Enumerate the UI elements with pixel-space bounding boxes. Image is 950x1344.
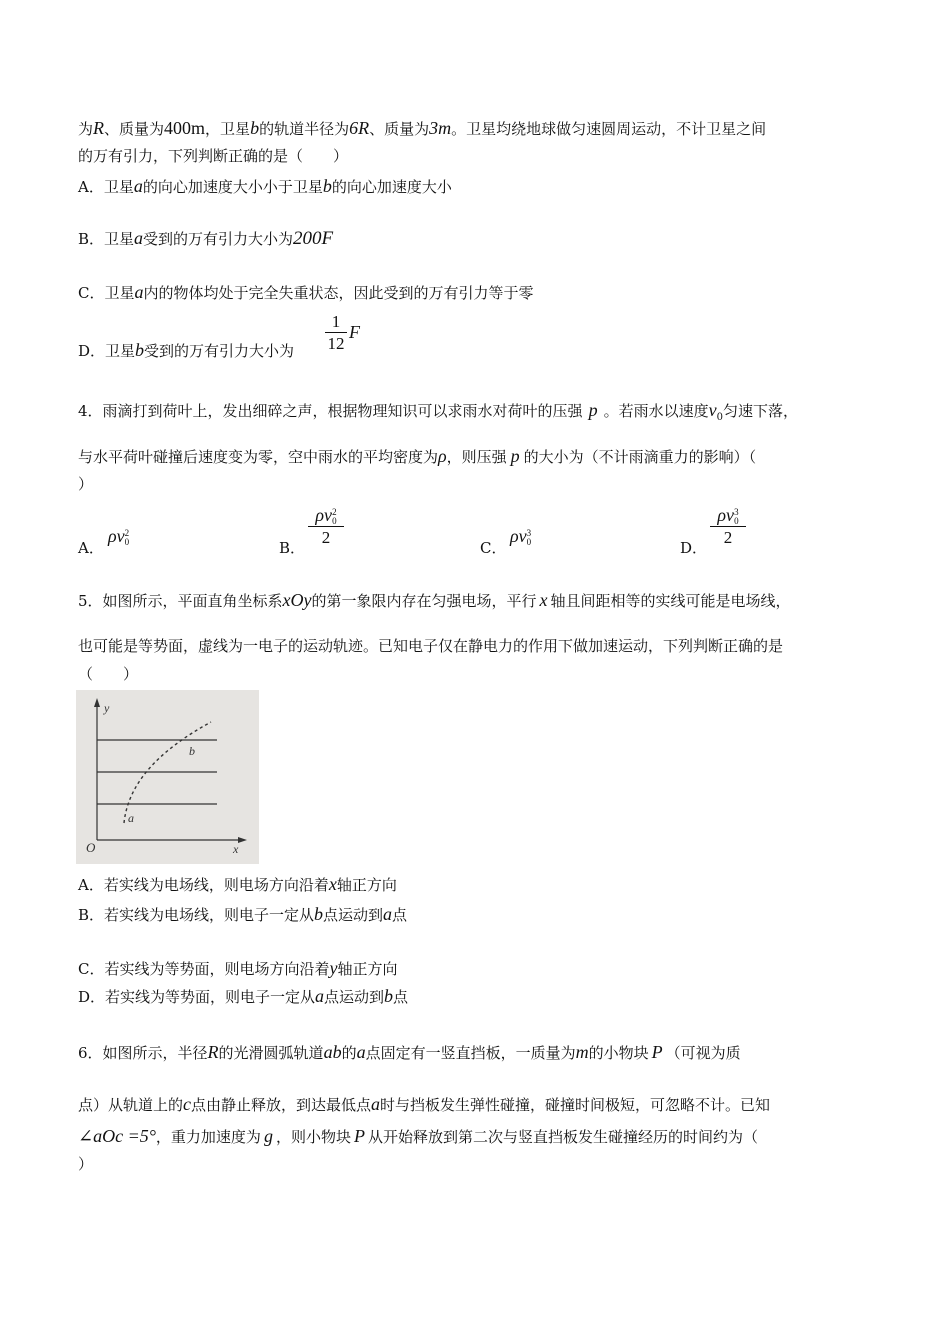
text: B．卫星 [78, 230, 135, 248]
q4-line-2 [78, 446, 756, 467]
superscript: 2 [124, 527, 130, 538]
superscript: 2 [332, 507, 337, 518]
text: （可视为质 [665, 1044, 741, 1062]
q5-line-3: （ ） [78, 665, 139, 683]
subscript: 0 [734, 516, 739, 527]
text: 4．雨滴打到荷叶上，发出细碎之声，根据物理知识可以求雨水对荷叶的压强 [78, 402, 583, 420]
math-R: R [207, 1042, 219, 1062]
text: 6．如图所示，半径 [78, 1044, 208, 1062]
math-rho-v: ρv [510, 526, 527, 546]
math-b: b [250, 118, 260, 138]
q6-line-4: ） [78, 1155, 94, 1173]
q5-line-2: 也可能是等势面，虚线为一电子的运动轨迹。已知电子仅在静电力的作用下做加速运动，下列判断正确的是 [78, 637, 784, 655]
subscript: 0 [716, 412, 723, 423]
math-ab: ab [323, 1042, 342, 1062]
math-m: m [575, 1042, 589, 1062]
text: ，卫星 [205, 120, 251, 138]
text: 的大小为（不计雨滴重力的影响）（ [523, 448, 757, 466]
text: 轴正方向 [337, 960, 398, 978]
math-g: g [263, 1126, 273, 1146]
text: 受到的万有引力大小为 [144, 342, 295, 360]
y-label: y [104, 701, 110, 715]
math-a: a [134, 282, 144, 302]
text: 轴且间距相等的实线可能是电场线， [550, 592, 791, 610]
text: 、质量为 [104, 120, 165, 138]
text: 5．如图所示，平面直角坐标系 [78, 592, 283, 610]
x-arrow-icon [238, 837, 247, 843]
subscript: 0 [332, 516, 337, 527]
text: C．若实线为等势面，则电场方向沿着 [78, 960, 330, 978]
option-label: A． [78, 539, 104, 557]
math-xOy: xOy [282, 590, 312, 610]
q4-option-d-fraction [710, 505, 746, 549]
q5-line-1 [78, 590, 791, 611]
text: ，则小物块 [275, 1128, 351, 1146]
math-rho: ρ [438, 446, 447, 466]
text: B．若实线为电场线，则电子一定从 [78, 906, 315, 924]
denominator: 2 [321, 528, 331, 548]
q4-option-a [78, 538, 104, 558]
fraction-1-12 [325, 312, 347, 355]
text: C．卫星 [78, 284, 135, 302]
text: 受到的万有引力大小为 [143, 230, 294, 248]
numerator: 1 [325, 312, 347, 333]
text: D．卫星 [78, 342, 136, 360]
denominator: 12 [327, 334, 345, 353]
q3-option-a [78, 176, 452, 197]
text: 。若雨水以速度 [603, 402, 709, 420]
superscript: 3 [734, 507, 739, 518]
math-p: p [510, 446, 520, 466]
math-v: v [708, 400, 717, 420]
math-radius-b: 6R [349, 118, 370, 138]
math-F: F [349, 322, 360, 342]
q3-line-1 [78, 118, 766, 139]
option-label: B． [279, 539, 306, 557]
text: 匀速下落， [722, 402, 798, 420]
text: 点运动到 [323, 906, 384, 924]
math-R: R [93, 118, 105, 138]
math-a: a [315, 986, 325, 1006]
text: 轴正方向 [336, 876, 397, 894]
math-b: b [135, 340, 145, 360]
text: 点由静止释放，到达最低点 [191, 1096, 372, 1114]
q4-line-1 [78, 400, 798, 428]
point-b-label: b [189, 744, 195, 758]
text: 点）从轨道上的 [78, 1096, 184, 1114]
text: 的光滑圆弧轨道 [218, 1044, 324, 1062]
math-value: 200F [293, 228, 334, 249]
math-rho-v: ρv [108, 526, 125, 546]
math-b: b [322, 176, 332, 196]
math-rho-v: ρv [717, 505, 735, 525]
q4-option-b-fraction [308, 505, 344, 549]
q4-option-b [279, 538, 305, 558]
origin-label: O [86, 840, 96, 855]
text: 的 [341, 1044, 357, 1062]
text: 点 [392, 906, 408, 924]
text: 点固定有一竖直挡板，一质量为 [365, 1044, 576, 1062]
q3-line-2: 的万有引力，下列判断正确的是（ ） [78, 147, 349, 165]
math-x: x [539, 590, 548, 610]
text: 与水平荷叶碰撞后速度变为零，空中雨水的平均密度为 [78, 448, 439, 466]
y-arrow-icon [94, 698, 100, 707]
q3-option-d [78, 340, 294, 361]
subscript: 0 [526, 536, 532, 547]
math-b: b [384, 986, 394, 1006]
q3-option-b [78, 228, 333, 249]
q5-option-b [78, 904, 407, 925]
math-angle: ∠aOc =5° [78, 1126, 156, 1146]
text: 的第一象限内存在匀强电场，平行 [311, 592, 537, 610]
text: 点运动到 [324, 988, 385, 1006]
math-P: P [651, 1042, 663, 1062]
subscript: 0 [124, 536, 130, 547]
text: 从开始释放到第二次与竖直挡板发生碰撞经历的时间约为（ [367, 1128, 758, 1146]
math-x: x [328, 874, 337, 894]
x-label: x [233, 842, 239, 856]
text: 点 [393, 988, 409, 1006]
denominator: 2 [723, 528, 733, 548]
text: 为 [78, 120, 94, 138]
math-P: P [353, 1126, 365, 1146]
text: A．卫星 [78, 178, 134, 196]
text: 的小物块 [588, 1044, 649, 1062]
superscript: 3 [526, 527, 532, 538]
q5-option-a [78, 874, 397, 895]
text: 时与挡板发生弹性碰撞，碰撞时间极短，可忽略不计。已知 [380, 1096, 771, 1114]
q4-option-d [680, 538, 707, 558]
text: 。卫星均绕地球做匀速圆周运动，不计卫星之间 [451, 120, 767, 138]
q4-option-c [480, 538, 506, 558]
field-diagram [76, 690, 259, 864]
q4-line-3: ） [78, 475, 94, 493]
q6-line-1 [78, 1042, 741, 1063]
math-mass-b: 3m [429, 118, 452, 138]
math-a: a [371, 1094, 381, 1114]
text: 内的物体均处于完全失重状态，因此受到的万有引力等于零 [143, 284, 534, 302]
option-label: C． [480, 539, 507, 557]
text: D．若实线为等势面，则电子一定从 [78, 988, 316, 1006]
text: ，重力加速度为 [155, 1128, 261, 1146]
text: 、质量为 [369, 120, 430, 138]
math-p: p [588, 400, 598, 420]
math-a: a [383, 904, 393, 924]
math-y: y [329, 958, 338, 978]
math-b: b [314, 904, 324, 924]
q6-line-3 [78, 1126, 758, 1147]
q6-line-2 [78, 1094, 770, 1115]
text: 的向心加速度大小 [331, 178, 452, 196]
text: 的向心加速度大小小于卫星 [142, 178, 323, 196]
q5-option-c [78, 958, 398, 979]
math-a: a [134, 228, 144, 248]
math-a: a [356, 1042, 366, 1062]
electric-field-figure [76, 690, 259, 864]
text: 的轨道半径为 [259, 120, 350, 138]
math-mass-a: 400m [164, 118, 206, 138]
q4-option-c-expr [510, 526, 531, 547]
q3-option-c [78, 282, 534, 303]
math-a: a [133, 176, 143, 196]
option-label: D． [680, 539, 708, 557]
point-a-label: a [128, 811, 134, 825]
q4-option-a-expr [108, 526, 129, 547]
q5-option-d [78, 986, 408, 1007]
text: ，则压强 [446, 448, 507, 466]
math-c: c [183, 1094, 192, 1114]
text: A．若实线为电场线，则电场方向沿着 [78, 876, 329, 894]
math-rho-v: ρv [315, 505, 333, 525]
